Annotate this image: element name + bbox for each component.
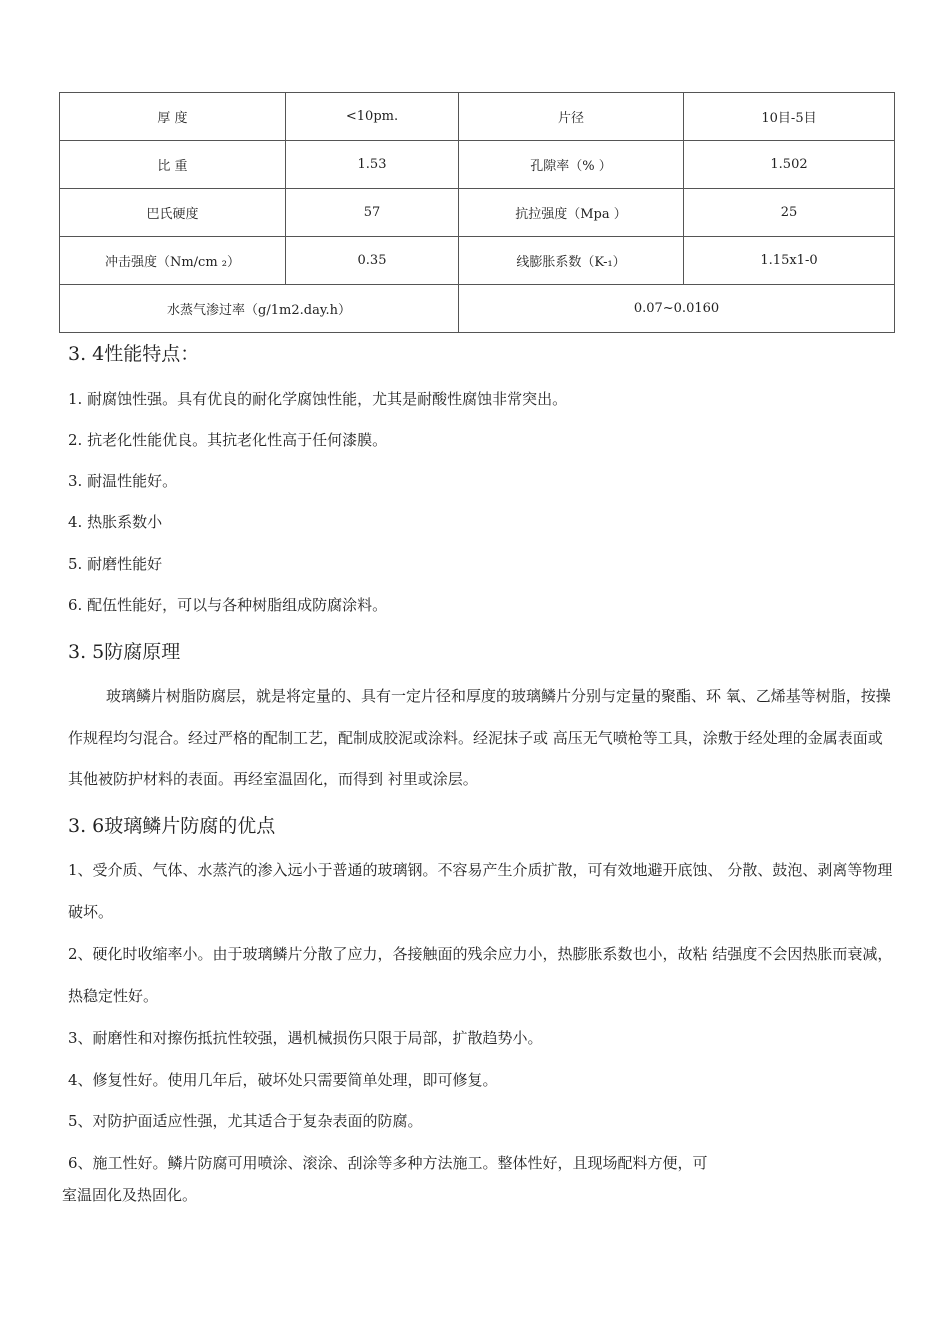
list-item: 6. 配伍性能好，可以与各种树脂组成防腐涂料。 (68, 596, 388, 614)
list-item: 2、硬化时收缩率小。由于玻璃鳞片分散了应力，各接触面的残余应力小，热膨胀系数也小，故粘 结强度不会因热胀而衰减，热稳定性好。 (68, 945, 893, 1005)
table-row (60, 93, 895, 141)
table-cell: 水蒸气渗过率（g/1m2.day.h） (60, 285, 459, 333)
list-item: 4、修复性好。使用几年后，破坏处只需要简单处理，即可修复。 (68, 1071, 498, 1089)
list-item: 1、受介质、气体、水蒸汽的渗入远小于普通的玻璃钢。不容易产生介质扩散，可有效地避开底蚀、 分散、鼓泡、剥离等物理破坏。 (68, 861, 893, 921)
table-cell: 抗拉强度（Mpa ） (459, 189, 684, 237)
list-item (62, 1153, 894, 1205)
table-row (60, 285, 895, 333)
list-item: 3、耐磨性和对擦伤抵抗性较强，遇机械损伤只限于局部，扩散趋势小。 (68, 1029, 543, 1047)
table-cell: 1.502 (684, 141, 895, 189)
table-cell: 冲击强度（Nm/cm ₂） (60, 237, 286, 285)
table-cell: 1.15x1-0 (684, 237, 895, 285)
table-cell: 57 (286, 189, 459, 237)
list-item: 3. 耐温性能好。 (68, 472, 178, 490)
table-cell: 25 (684, 189, 895, 237)
table-cell: 孔隙率（% ） (459, 141, 684, 189)
table-cell: 比 重 (60, 141, 286, 189)
section-heading: 3. 4性能特点： (68, 343, 200, 365)
table-cell: <10pm. (286, 93, 459, 141)
list-item: 2. 抗老化性能优良。其抗老化性高于任何漆膜。 (68, 431, 388, 449)
table-cell: 厚 度 (60, 93, 286, 141)
list-item-line: 6、施工性好。鳞片防腐可用喷涂、滚涂、刮涂等多种方法施工。整体性好，且现场配料方便，可 (68, 1154, 708, 1172)
section-heading: 3. 6玻璃鳞片防腐的优点 (68, 815, 276, 837)
table-cell: 线膨胀系数（K-₁） (459, 237, 684, 285)
table-cell: 10目-5目 (684, 93, 895, 141)
section-heading: 3. 5防腐原理 (68, 641, 181, 663)
list-item-line: 室温固化及热固化。 (62, 1186, 198, 1204)
table-row (60, 237, 895, 285)
table-cell: 片径 (459, 93, 684, 141)
list-item: 1. 耐腐蚀性强。具有优良的耐化学腐蚀性能，尤其是耐酸性腐蚀非常突出。 (68, 390, 568, 408)
table-cell: 0.07~0.0160 (459, 285, 895, 333)
body-paragraph: 玻璃鳞片树脂防腐层，就是将定量的、具有一定片径和厚度的玻璃鳞片分别与定量的聚酯、环 氧、乙烯基等树脂，按操作规程均匀混合。经过严格的配制工艺，配制成胶泥或涂料。经泥抹子或 高压无气喷枪等工具，涂敷于经处理的金属表面或其他被防护材料的表面。再经室温固化，而得到 衬里或涂层。 (68, 687, 891, 788)
table-cell: 巴氏硬度 (60, 189, 286, 237)
properties-table (59, 92, 895, 333)
list-item: 4. 热胀系数小 (68, 513, 163, 531)
table-row (60, 189, 895, 237)
table-cell: 0.35 (286, 237, 459, 285)
table-row (60, 141, 895, 189)
table-cell: 1.53 (286, 141, 459, 189)
list-item: 5. 耐磨性能好 (68, 555, 163, 573)
list-item: 5、对防护面适应性强，尤其适合于复杂表面的防腐。 (68, 1112, 423, 1130)
